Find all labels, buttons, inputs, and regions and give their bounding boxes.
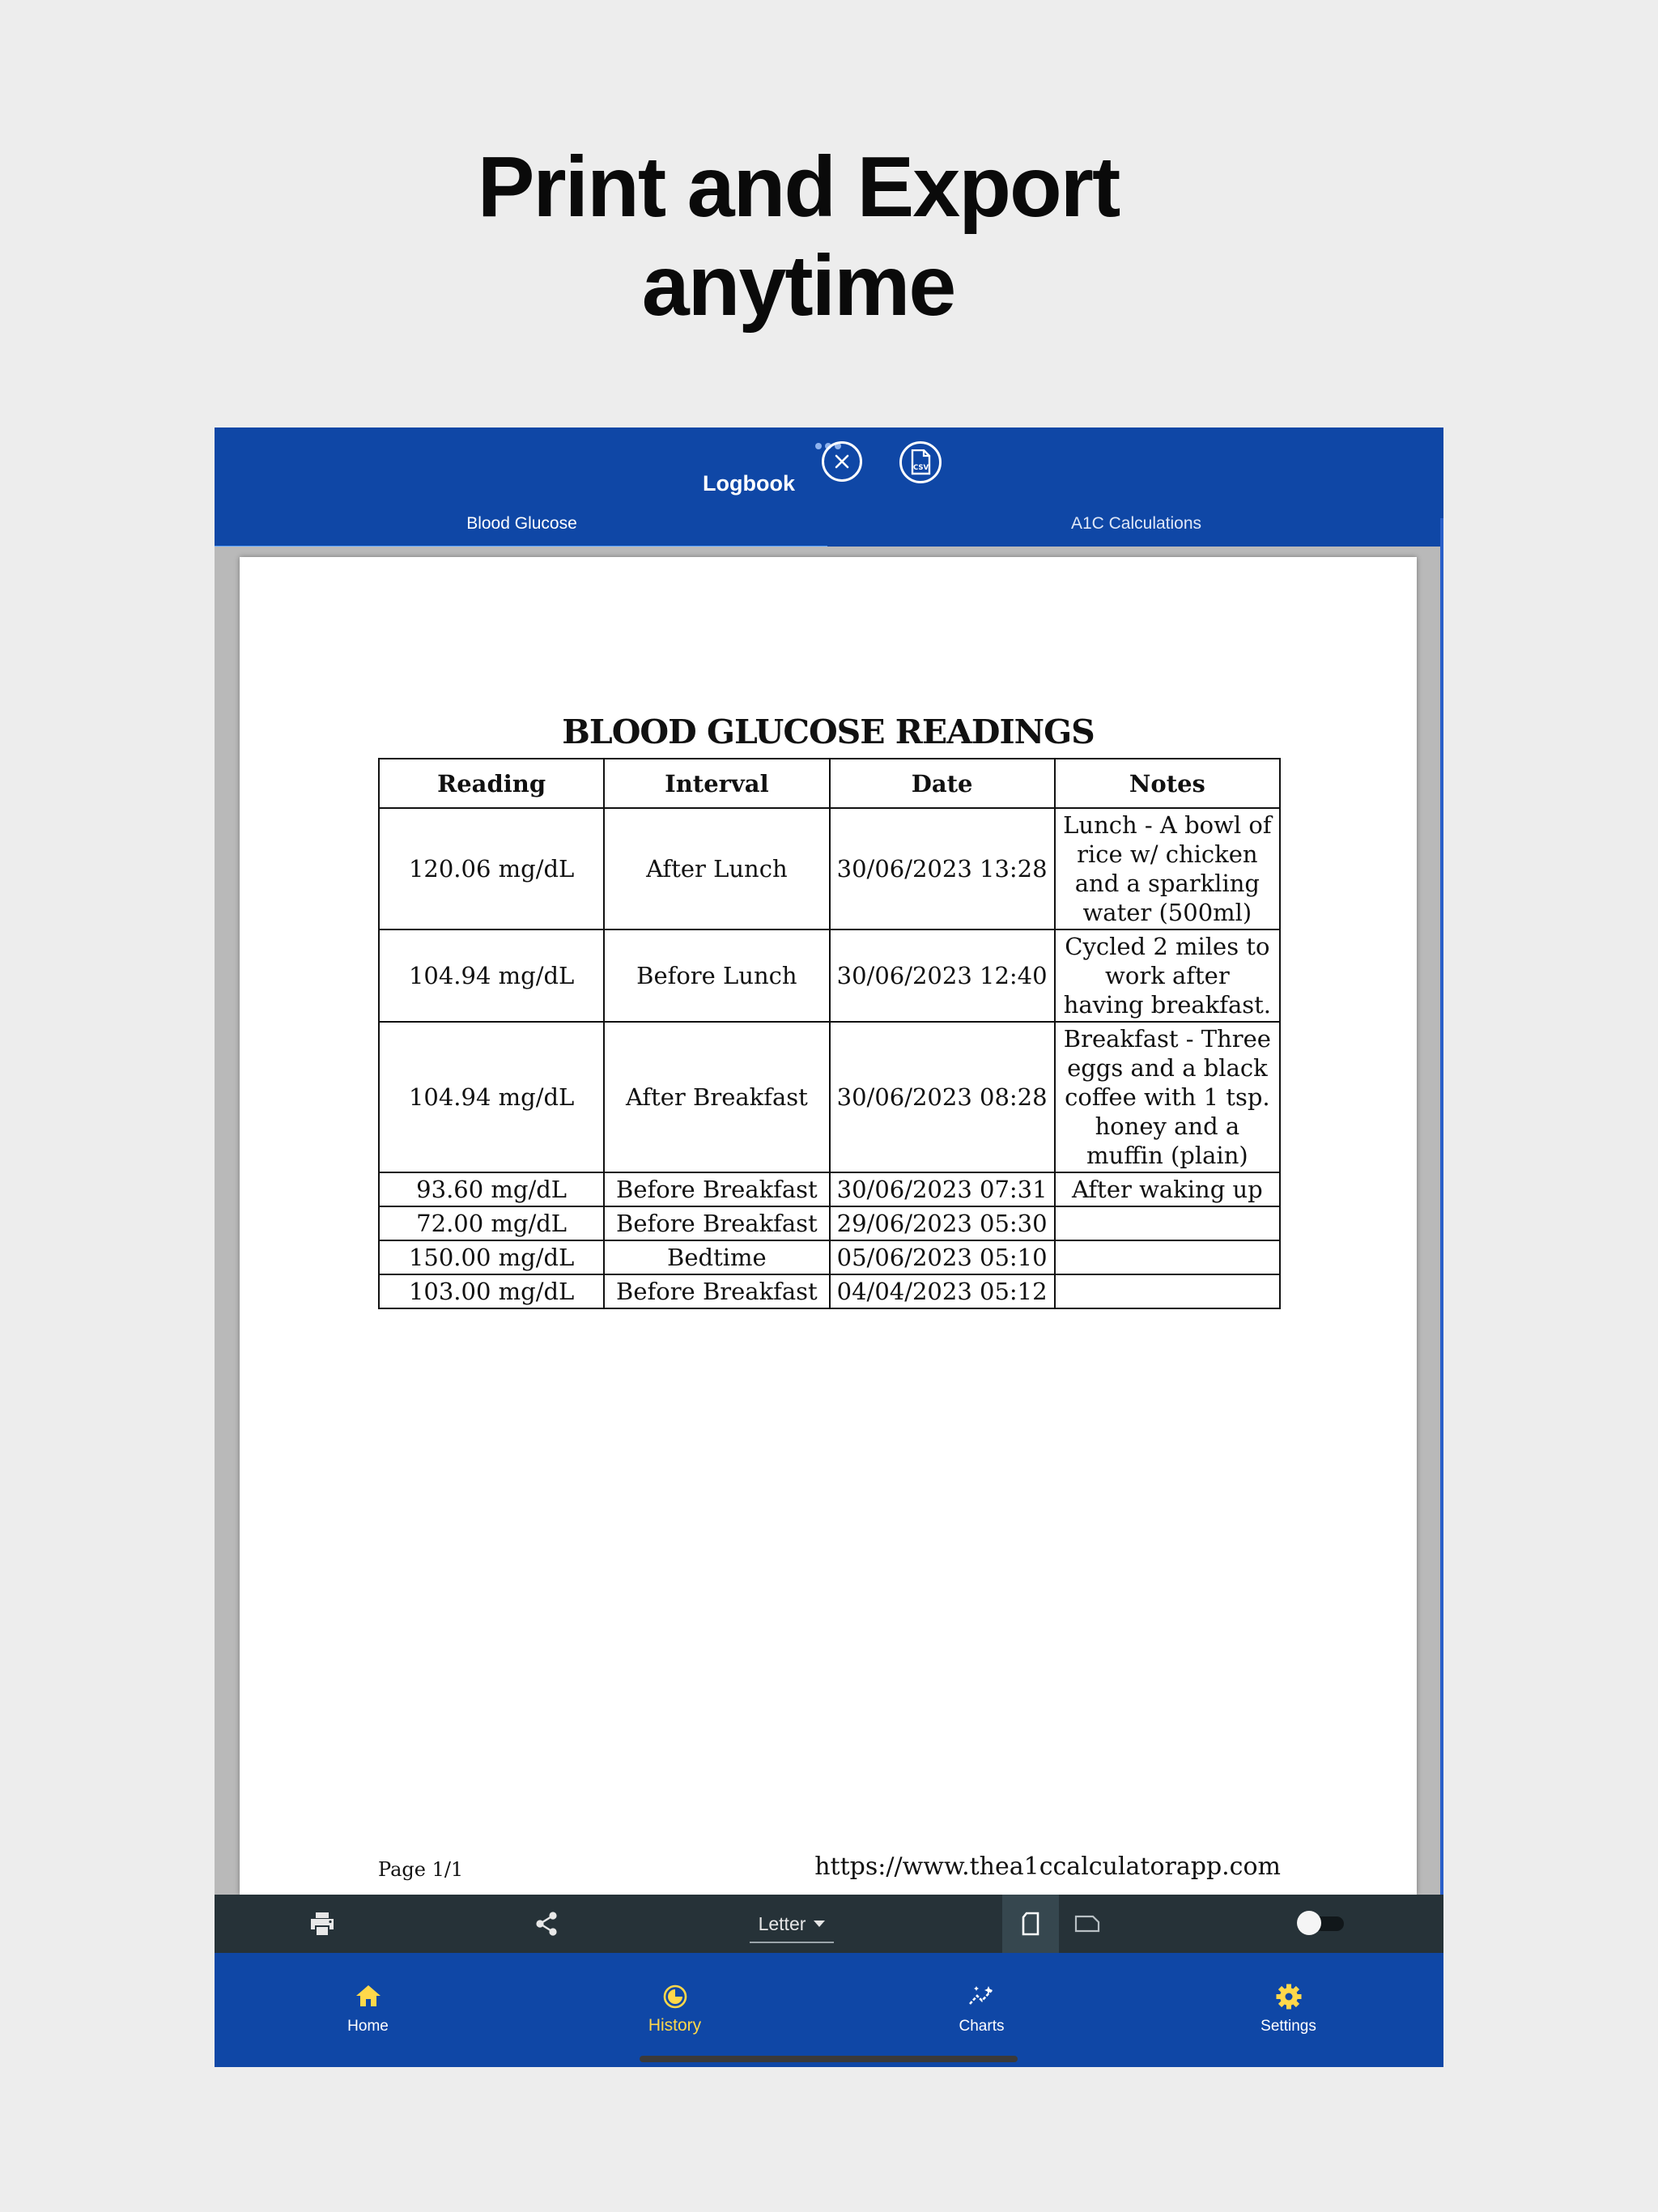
date-cell: 04/04/2023 05:12 (830, 1274, 1055, 1308)
svg-text:CSV: CSV (912, 464, 929, 472)
reading-cell: 93.60 mg/dL (379, 1172, 604, 1206)
notes-cell: Lunch - A bowl of rice w/ chicken and a sparkling water (500ml) (1055, 808, 1280, 929)
table-row (379, 808, 1280, 929)
table-row (379, 1172, 1280, 1206)
nav-history-label: History (648, 2016, 702, 2035)
paper-size-select[interactable] (750, 1906, 834, 1943)
date-cell: 29/06/2023 05:30 (830, 1206, 1055, 1240)
date-cell: 30/06/2023 07:31 (830, 1172, 1055, 1206)
tab-a1c-calculations[interactable] (829, 501, 1443, 547)
interval-cell: Before Breakfast (604, 1206, 829, 1240)
column-header-date: Date (830, 759, 1055, 808)
share-button[interactable] (518, 1895, 575, 1953)
document-page (240, 557, 1417, 1895)
interval-cell: Before Breakfast (604, 1274, 829, 1308)
table-header-row (379, 759, 1280, 808)
document-title: BLOOD GLUCOSE READINGS (562, 713, 1095, 751)
tab-a1c-calculations-label: A1C Calculations (1070, 514, 1202, 533)
bottom-navigation (215, 1953, 1443, 2067)
charts-icon (967, 1984, 997, 2008)
reading-cell: 150.00 mg/dL (379, 1240, 604, 1274)
export-csv-button[interactable] (899, 441, 942, 483)
nav-charts[interactable] (828, 1953, 1135, 2067)
headline-line-2: anytime (641, 238, 955, 334)
date-cell: 30/06/2023 13:28 (830, 808, 1055, 929)
toggle-track (1303, 1916, 1344, 1931)
interval-cell: Before Breakfast (604, 1172, 829, 1206)
reading-cell: 72.00 mg/dL (379, 1206, 604, 1240)
paper-size-value: Letter (758, 1912, 806, 1934)
tab-blood-glucose-label: Blood Glucose (466, 514, 577, 533)
nav-home[interactable] (215, 1953, 521, 2067)
portrait-icon (1021, 1912, 1040, 1936)
option-toggle[interactable] (1291, 1895, 1356, 1953)
notes-cell: Breakfast - Three eggs and a black coffee with 1 tsp. honey and a muffin (plain) (1055, 1022, 1280, 1172)
chevron-down-icon (814, 1921, 825, 1927)
app-bar (215, 428, 1443, 547)
page-number: Page 1/1 (378, 1858, 464, 1881)
app-screen (215, 428, 1443, 2067)
interval-cell: After Lunch (604, 808, 829, 929)
home-indicator (640, 2056, 1018, 2062)
column-header-notes: Notes (1055, 759, 1280, 808)
gear-icon (1276, 1984, 1302, 2010)
history-icon (662, 1984, 688, 2010)
print-button[interactable] (294, 1895, 351, 1953)
table-row (379, 929, 1280, 1022)
table-row (379, 1240, 1280, 1274)
landscape-button[interactable] (1059, 1895, 1116, 1953)
readings-table (378, 758, 1281, 1309)
nav-settings[interactable] (1135, 1953, 1442, 2067)
date-cell: 30/06/2023 12:40 (830, 929, 1055, 1022)
scrollbar[interactable] (1440, 518, 1443, 2067)
interval-cell: Before Lunch (604, 929, 829, 1022)
nav-home-label: Home (347, 2018, 389, 2035)
logbook-tabs (215, 501, 1443, 547)
nav-charts-label: Charts (959, 2018, 1005, 2035)
date-cell: 30/06/2023 08:28 (830, 1022, 1055, 1172)
footer-url: https://www.thea1ccalculatorapp.com (814, 1853, 1281, 1881)
csv-file-icon (910, 449, 931, 475)
notes-cell (1055, 1274, 1280, 1308)
column-header-interval: Interval (604, 759, 829, 808)
share-icon (534, 1911, 559, 1937)
reading-cell: 104.94 mg/dL (379, 929, 604, 1022)
notes-cell: After waking up (1055, 1172, 1280, 1206)
notes-cell (1055, 1206, 1280, 1240)
table-row (379, 1206, 1280, 1240)
reading-cell: 104.94 mg/dL (379, 1022, 604, 1172)
date-cell: 05/06/2023 05:10 (830, 1240, 1055, 1274)
reading-cell: 103.00 mg/dL (379, 1274, 604, 1308)
home-icon (355, 1984, 382, 2008)
close-button[interactable] (822, 441, 862, 482)
portrait-button[interactable] (1002, 1895, 1059, 1953)
notes-cell: Cycled 2 miles to work after having breakfast. (1055, 929, 1280, 1022)
print-icon (309, 1912, 335, 1936)
headline-line-1: Print and Export (477, 139, 1120, 235)
notes-cell (1055, 1240, 1280, 1274)
tab-blood-glucose[interactable] (215, 501, 829, 547)
toggle-thumb (1297, 1911, 1321, 1935)
landscape-icon (1074, 1914, 1100, 1933)
table-row (379, 1274, 1280, 1308)
interval-cell: After Breakfast (604, 1022, 829, 1172)
close-icon (833, 453, 851, 470)
reading-cell: 120.06 mg/dL (379, 808, 604, 929)
print-toolbar (215, 1895, 1443, 1953)
nav-history[interactable] (521, 1953, 828, 2067)
page-title: Logbook (703, 471, 795, 496)
table-row (379, 1022, 1280, 1172)
promo-headline (0, 138, 1596, 335)
column-header-reading: Reading (379, 759, 604, 808)
interval-cell: Bedtime (604, 1240, 829, 1274)
nav-settings-label: Settings (1261, 2018, 1316, 2035)
